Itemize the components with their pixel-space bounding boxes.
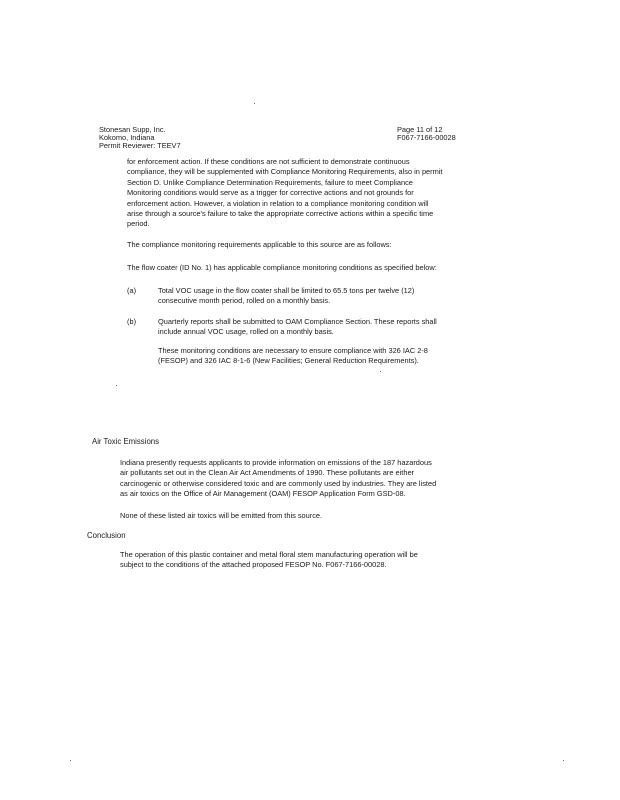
item-line: Quarterly reports shall be submitted to OAM Compliance Section. These reports shall bbox=[158, 317, 437, 326]
air-toxic-none-line: None of these listed air toxics will be emitted from this source. bbox=[120, 511, 323, 520]
intro-line: arise through a source's failure to take the appropriate corrective actions within a specific time bbox=[127, 209, 434, 219]
intro-line: compliance, they will be supplemented with Compliance Monitoring Requirements, also in permit bbox=[127, 167, 443, 177]
necessity-line: (FESOP) and 326 IAC 8-1-6 (New Facilities; General Reduction Requirements). bbox=[158, 356, 419, 366]
conclusion-heading: Conclusion bbox=[87, 531, 126, 540]
item-b-text bbox=[158, 317, 437, 338]
intro-line: Monitoring conditions would serve as a trigger for corrective actions and not grounds for bbox=[127, 188, 414, 198]
monitoring-necessity-paragraph bbox=[158, 346, 428, 367]
conclusion-line: The operation of this plastic container and metal floral stem manufacturing operation will be bbox=[120, 550, 418, 559]
intro-line: enforcement action. However, a violation in relation to a compliance monitoring condition will bbox=[127, 198, 429, 208]
scan-speck bbox=[254, 103, 255, 104]
header-permit-number: F067-7166-00028 bbox=[397, 133, 456, 142]
air-toxic-paragraph bbox=[120, 458, 436, 500]
scan-speck bbox=[563, 760, 564, 761]
header-page-number: Page 11 of 12 bbox=[397, 125, 443, 134]
scan-speck bbox=[116, 385, 117, 386]
header-company: Stonesan Supp, Inc. bbox=[99, 125, 166, 134]
air-toxic-line: Indiana presently requests applicants to provide information on emissions of the 187 hazardous bbox=[120, 458, 432, 467]
intro-line: Section D. Unlike Compliance Determination Requirements, failure to meet Compliance bbox=[127, 177, 413, 187]
air-toxic-heading: Air Toxic Emissions bbox=[92, 437, 160, 446]
air-toxic-line: as air toxics on the Office of Air Management (OAM) FESOP Application Form GSD-08. bbox=[120, 489, 406, 499]
necessity-line: These monitoring conditions are necessary to ensure compliance with 326 IAC 2-8 bbox=[158, 346, 428, 355]
item-line: include annual VOC usage, rolled on a monthly basis. bbox=[158, 327, 334, 337]
intro-line: for enforcement action. If these conditions are not sufficient to demonstrate continuous bbox=[127, 157, 410, 166]
conclusion-paragraph bbox=[120, 550, 418, 571]
air-toxic-line: air pollutants set out in the Clean Air Act Amendments of 1990. These pollutants are either bbox=[120, 468, 415, 478]
header-reviewer: Permit Reviewer: TEEV7 bbox=[99, 141, 181, 150]
applicable-requirements-line: The compliance monitoring requirements applicable to this source are as follows: bbox=[127, 240, 392, 249]
intro-line: period. bbox=[127, 219, 150, 229]
header-location: Kokomo, Indiana bbox=[99, 133, 155, 142]
scan-speck bbox=[380, 371, 381, 372]
air-toxic-line: carcinogenic or otherwise considered toxic and are commonly used by industries. They are listed bbox=[120, 478, 437, 488]
flow-coater-line: The flow coater (ID No. 1) has applicable compliance monitoring conditions as specified below: bbox=[127, 263, 437, 272]
item-line: Total VOC usage in the flow coater shall be limited to 65.5 tons per twelve (12) bbox=[158, 286, 415, 295]
scan-speck bbox=[70, 760, 71, 761]
item-marker-b: (b) bbox=[127, 317, 137, 326]
conclusion-line: subject to the conditions of the attached proposed FESOP No. F067-7166-00028. bbox=[120, 560, 387, 570]
item-marker-a: (a) bbox=[127, 286, 137, 295]
item-line: consecutive month period, rolled on a monthly basis. bbox=[158, 296, 331, 306]
item-a-text bbox=[158, 286, 414, 307]
intro-paragraph bbox=[127, 157, 442, 230]
